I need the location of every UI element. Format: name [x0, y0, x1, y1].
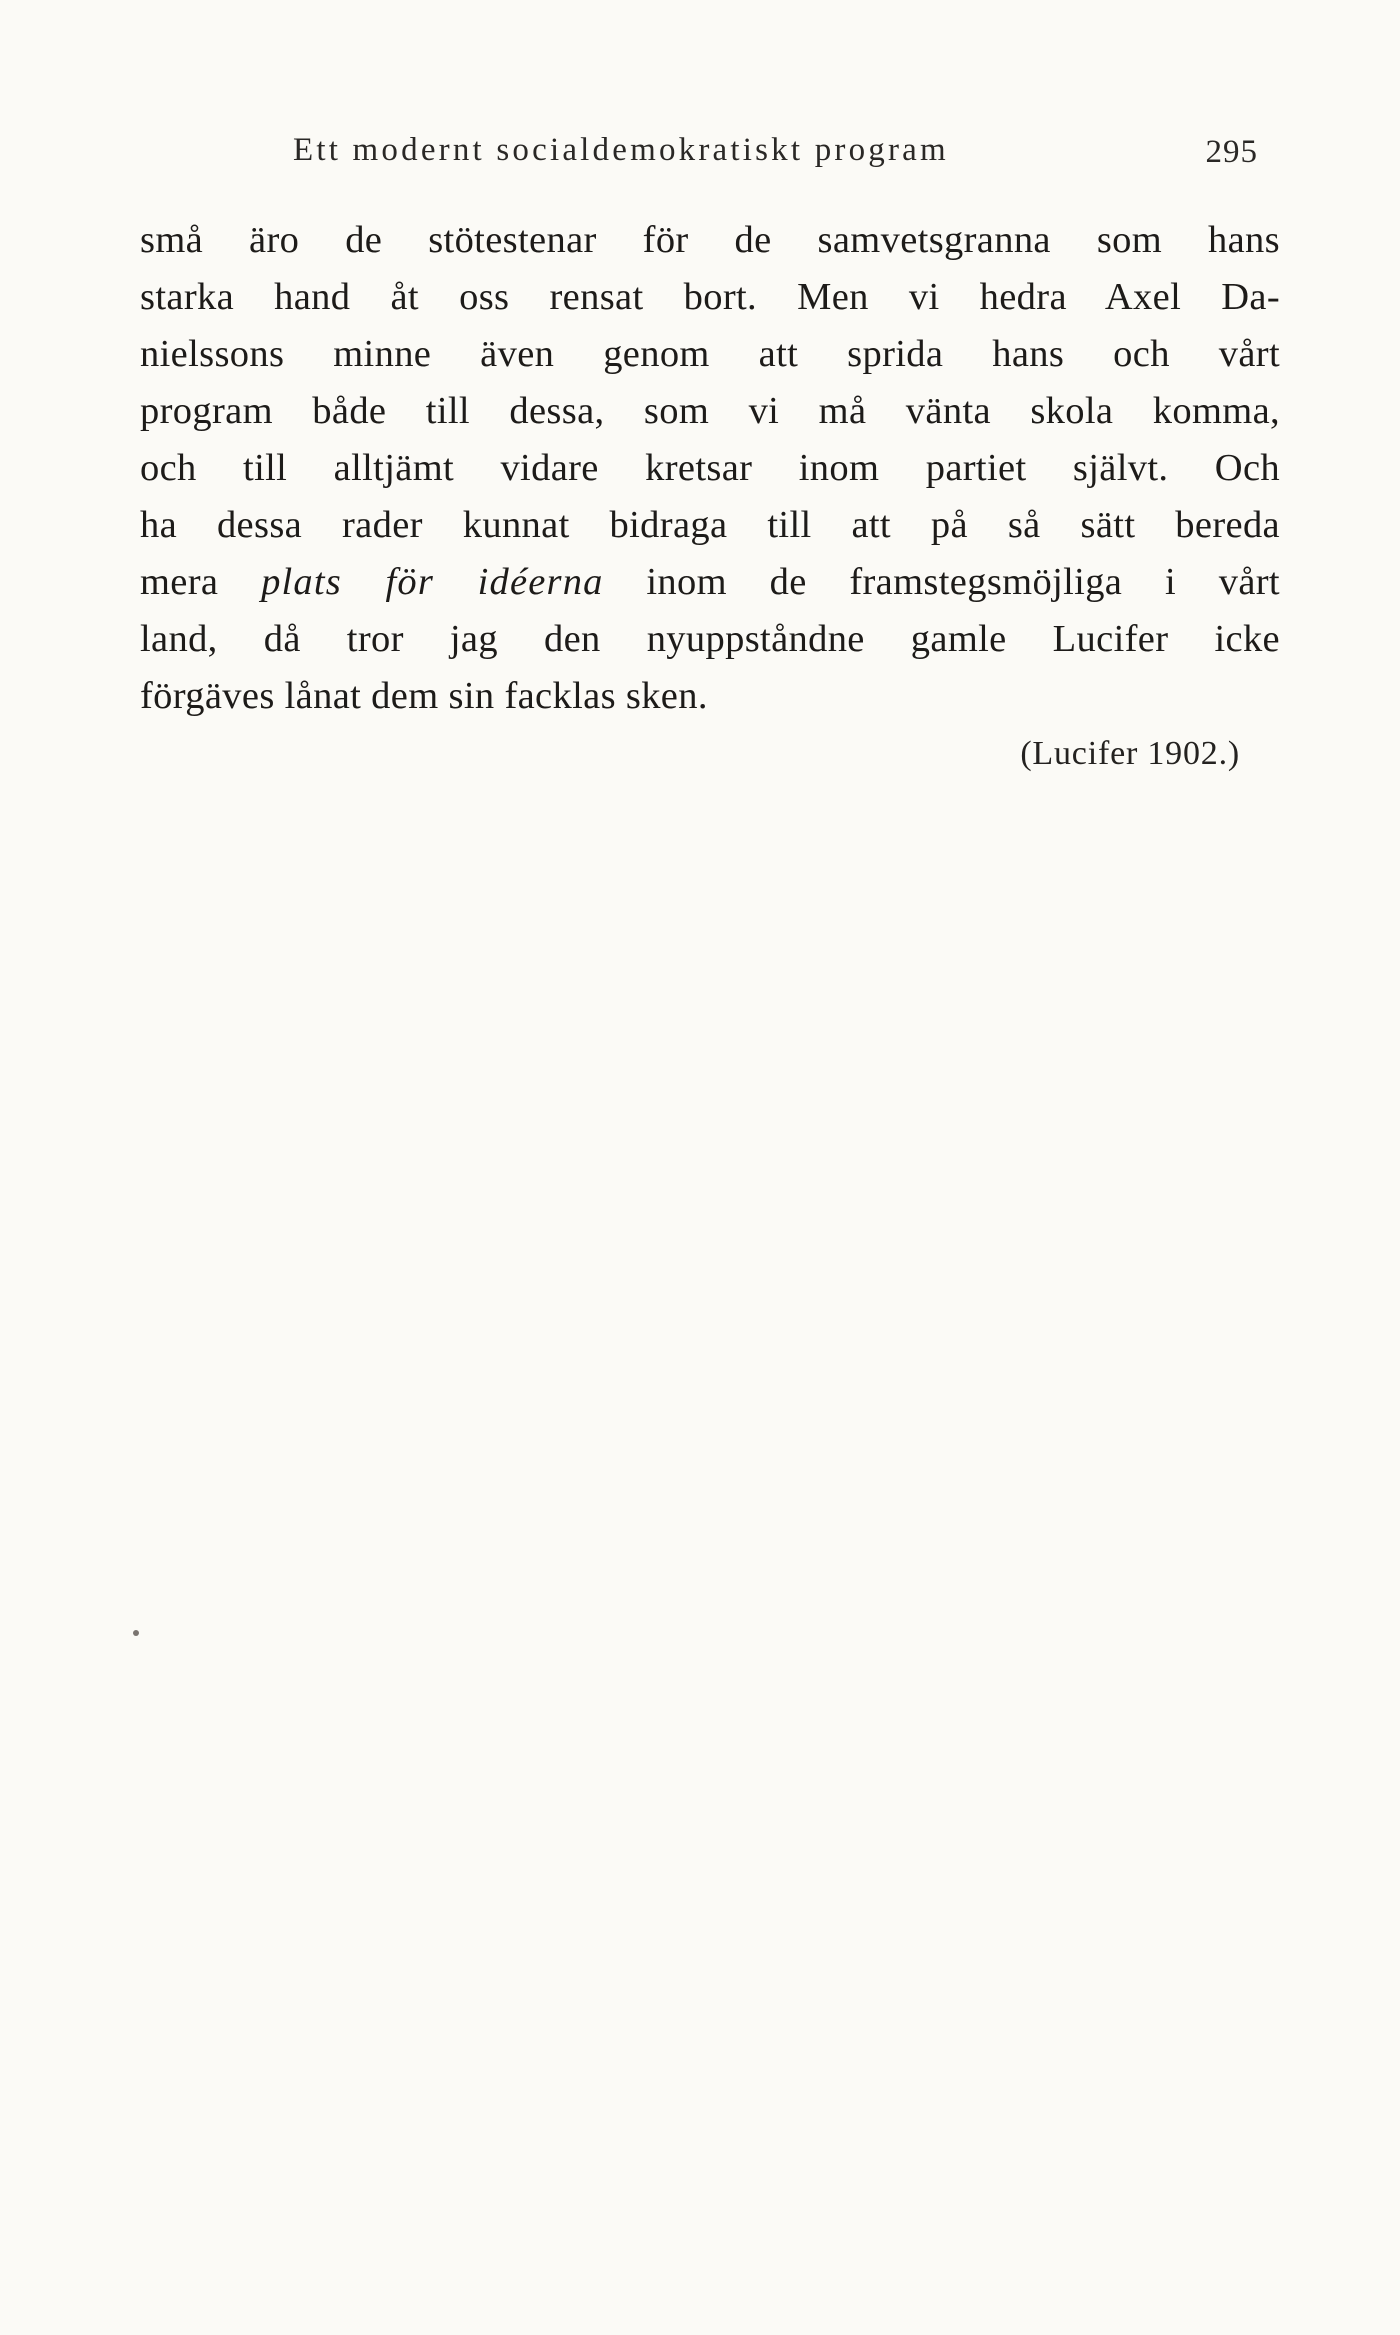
text-line: små äro de stötestenar för de samvetsgranna som hans [140, 219, 1280, 261]
text-line-with-emphasis [140, 554, 1280, 611]
emphasized-phrase: plats för idéerna [261, 561, 604, 603]
running-title: Ett modernt socialdemokratiskt program [293, 132, 949, 168]
paper-speck [133, 1630, 139, 1636]
body-text [140, 212, 1280, 725]
page-number: 295 [1205, 134, 1258, 170]
text-line: starka hand åt oss rensat bort. Men vi hedra Axel Da- [140, 276, 1280, 318]
text-line: program både till dessa, som vi må vänta skola komma, [140, 390, 1280, 432]
text-line: land, då tror jag den nyuppståndne gamle Lucifer icke [140, 618, 1280, 660]
text-segment: inom de framstegsmöjliga i vårt [646, 561, 1280, 603]
text-line: och till alltjämt vidare kretsar inom partiet självt. Och [140, 447, 1280, 489]
text-line: förgäves lånat dem sin facklas sken. [140, 675, 708, 717]
text-line: nielssons minne även genom att sprida hans och vårt [140, 333, 1280, 375]
text-line: ha dessa rader kunnat bidraga till att på så sätt bereda [140, 504, 1280, 546]
source-citation: (Lucifer 1902.) [1020, 735, 1240, 772]
page-header [138, 132, 1258, 182]
text-segment: mera [140, 561, 219, 603]
